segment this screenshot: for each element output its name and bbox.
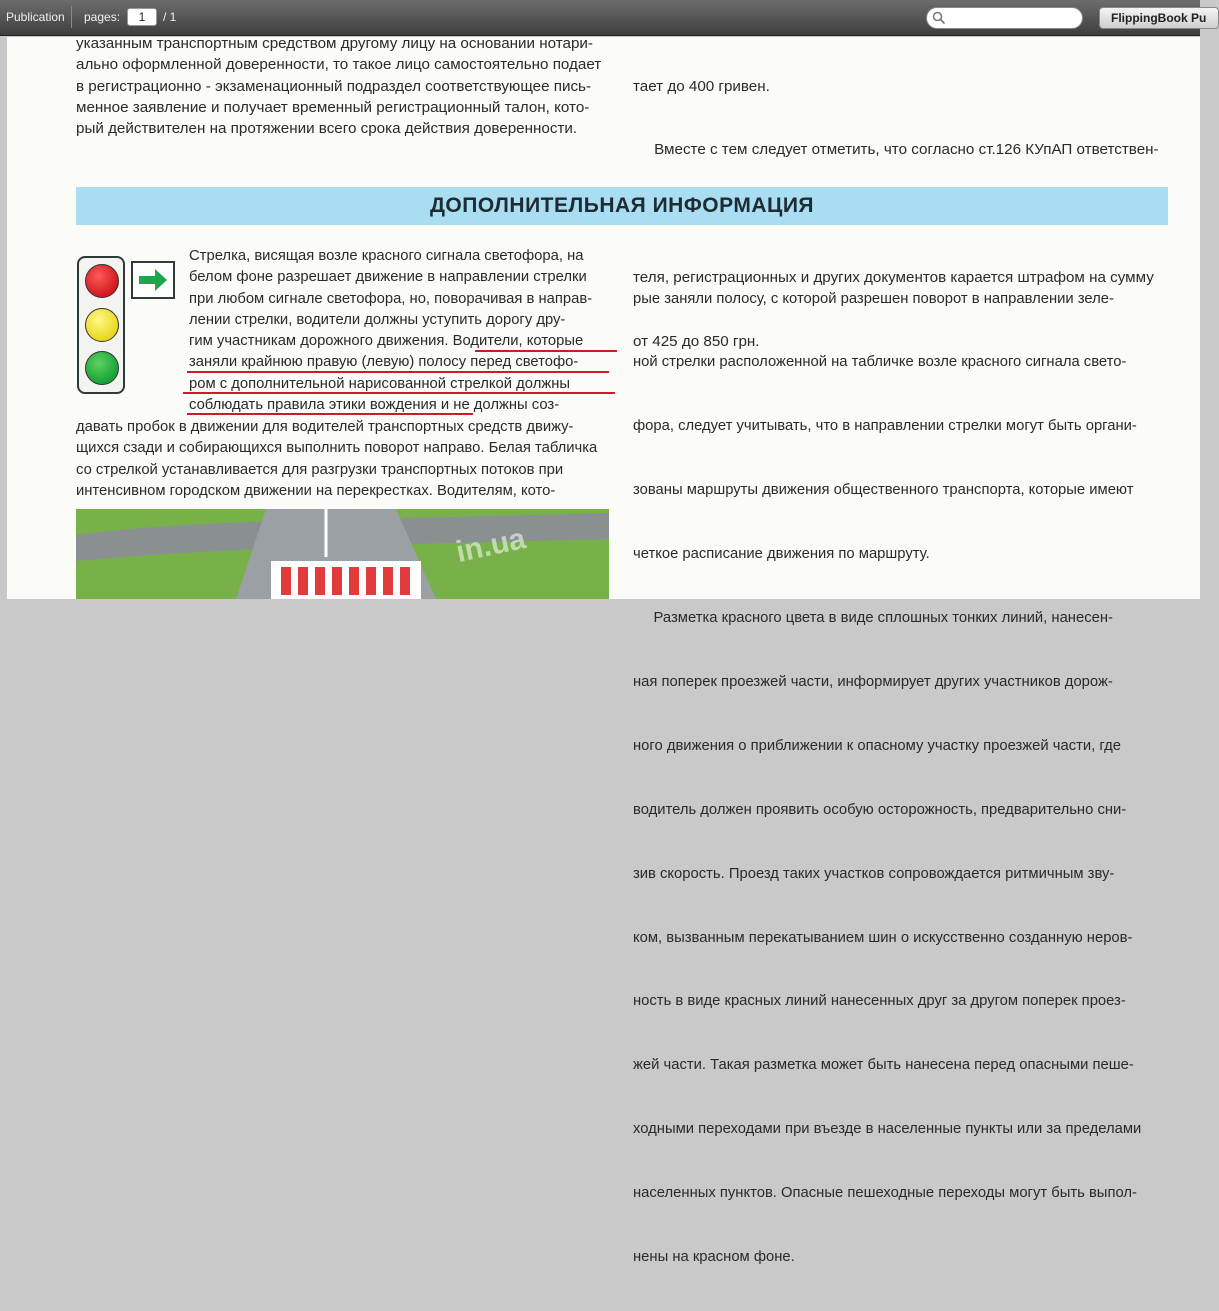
text-line: рый действителен на протяжении всего срока действия доверенности.	[76, 120, 578, 138]
text-line: нены на красном фоне.	[633, 1248, 795, 1265]
flippingbook-button[interactable]: FlippingBook Pu	[1099, 7, 1219, 29]
section-title: ДОПОЛНИТЕЛЬНАЯ ИНФОРМАЦИЯ	[429, 194, 815, 217]
text-line: ально оформленной доверенности, то такое лицо самостоятельно подает	[76, 56, 602, 74]
text-line: гим участникам дорожного движения. Водители, которые	[189, 333, 584, 350]
text-line: тает до 400 гривен.	[633, 77, 770, 95]
text-line: ная поперек проезжей части, информирует других участников дорож-	[633, 673, 1113, 690]
text-line: Стрелка, висящая возле красного сигнала светофора, на	[189, 248, 584, 264]
text-line: лении стрелки, водители должны уступить дорогу дру-	[189, 311, 566, 328]
left-wrap-paragraph	[189, 246, 592, 416]
text-line: заняли крайнюю правую (левую) полосу перед светофо-	[189, 354, 579, 371]
text-line: водитель должен проявить особую осторожность, предварительно сни-	[633, 801, 1127, 818]
text-line: Разметка красного цвета в виде сплошных тонких линий, нанесен-	[633, 610, 1113, 627]
highlight-underline	[475, 350, 617, 352]
page-number-input[interactable]	[127, 8, 157, 26]
text-line: белом фоне разрешает движение в направлении стрелки	[189, 269, 587, 286]
toolbar-divider	[71, 6, 72, 28]
text-line: менное заявление и получает временный регистрационный талон, кото-	[76, 98, 590, 116]
text-line: теля, регистрационных и других документов карается штрафом на сумму	[633, 269, 1154, 287]
left-full-paragraph	[76, 417, 597, 502]
top-left-paragraph	[76, 33, 601, 139]
text-line: при любом сигнале светофора, но, поворачивая в направ-	[189, 290, 593, 307]
search-input[interactable]	[947, 10, 1081, 28]
green-lamp-icon	[85, 351, 119, 385]
yellow-lamp-icon	[85, 308, 119, 342]
highlight-underline	[183, 392, 615, 394]
text-line: ного движения о приближении к опасному участку проезжей части, где	[633, 737, 1121, 754]
traffic-light-icon	[77, 256, 125, 394]
text-line: ром с дополнительной нарисованной стрелкой должны	[189, 375, 571, 392]
text-line: ной стрелки расположенной на табличке возле красного сигнала свето-	[633, 354, 1127, 371]
road-crossing-image	[76, 509, 609, 599]
pages-label: pages:	[84, 10, 121, 24]
watermark-text: in.ua	[453, 522, 529, 569]
highlight-underline	[187, 413, 473, 415]
road-illustration	[76, 509, 609, 599]
text-line: ходными переходами при въезде в населенные пункты или за пределами	[633, 1121, 1142, 1138]
publication-page	[7, 35, 1200, 1265]
text-line: жей части. Такая разметка может быть нанесена перед опасными пеше-	[633, 1057, 1134, 1074]
text-line: интенсивном городском движении на перекрестках. Водителям, кото-	[76, 482, 556, 499]
red-lamp-icon	[85, 264, 119, 298]
text-line: щихся сзади и собирающихся выполнить поворот направо. Белая табличка	[76, 440, 598, 457]
text-line: фора, следует учитывать, что в направлении стрелки могут быть органи-	[633, 418, 1137, 435]
text-line: Вместе с тем следует отметить, что согласно ст.126 КУпАП ответствен-	[633, 141, 1159, 159]
highlight-underline	[187, 371, 609, 373]
search-icon	[932, 11, 946, 25]
text-line: соблюдать правила этики вождения и не должны соз-	[189, 397, 560, 414]
text-line: зованы маршруты движения общественного транспорта, которые имеют	[633, 482, 1134, 499]
text-line: со стрелкой устанавливается для разгрузки транспортных потоков при	[76, 461, 564, 478]
arrow-right-icon	[133, 263, 173, 297]
text-line: указанным транспортным средством другому лицу на основании нотари-	[76, 35, 593, 52]
text-line: населенных пунктов. Опасные пешеходные переходы могут быть выпол-	[633, 1185, 1137, 1202]
text-line: ность в виде красных линий нанесенных друг за другом поперек проез-	[633, 993, 1126, 1010]
viewer-toolbar	[0, 0, 1207, 36]
right-column-paragraph	[633, 246, 1141, 1311]
text-line: в регистрационно - экзаменационный подраздел соответствующее пись-	[76, 77, 592, 95]
section-banner	[76, 187, 1168, 225]
text-line: давать пробок в движении для водителей транспортных средств движу-	[76, 419, 574, 435]
total-pages: / 1	[163, 10, 177, 24]
text-line: ком, вызванным перекатыванием шин о искусственно созданную неров-	[633, 929, 1133, 946]
text-line: от 425 до 850 грн.	[633, 333, 760, 351]
text-line: рые заняли полосу, с которой разрешен поворот в направлении зеле-	[633, 290, 1114, 307]
search-box[interactable]	[926, 7, 1083, 29]
text-line: четкое расписание движения по маршруту.	[633, 546, 930, 563]
publication-title: Publication	[6, 10, 65, 24]
green-arrow-sign-icon	[131, 261, 175, 299]
text-line: зив скорость. Проезд таких участков сопровождается ритмичным зву-	[633, 865, 1115, 882]
